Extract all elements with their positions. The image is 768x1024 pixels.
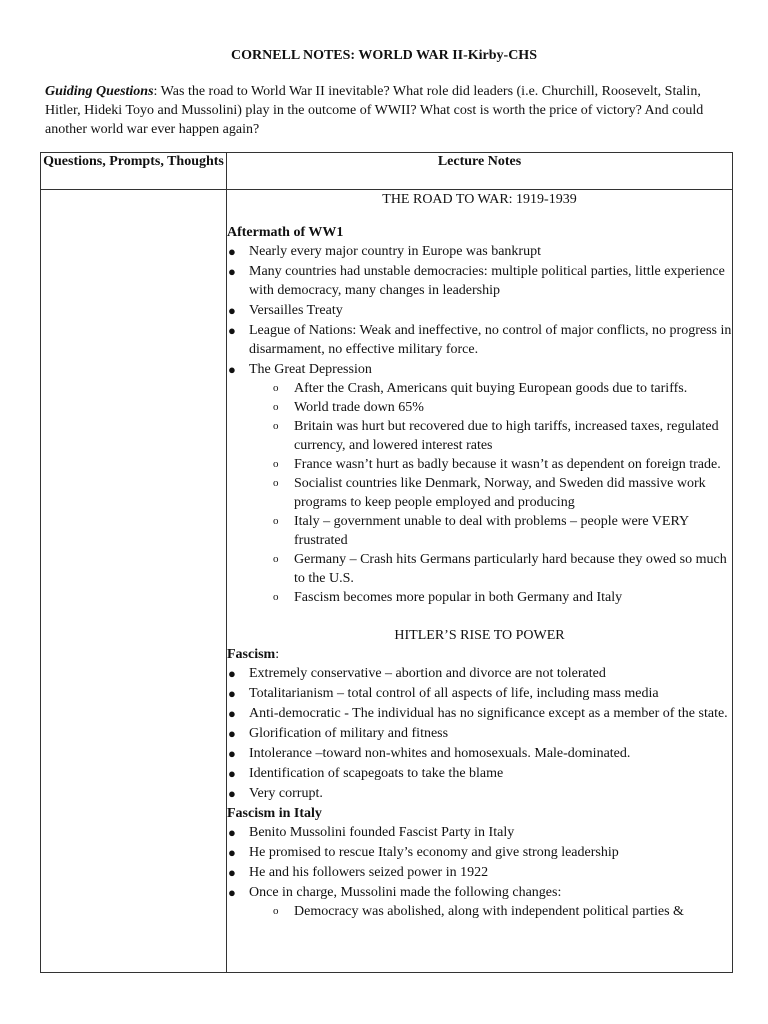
heading-fascism-in-italy: Fascism in Italy <box>227 806 322 821</box>
bullet-icon: ● <box>228 845 236 860</box>
document-title: CORNELL NOTES: WORLD WAR II-Kirby-CHS <box>231 48 537 63</box>
heading-aftermath-ww1: Aftermath of WW1 <box>227 225 344 240</box>
sub-list-item <box>249 512 732 550</box>
bullet-icon: ● <box>228 825 236 840</box>
list-item-text: Extremely conservative – abortion and divorce are not tolerated <box>249 666 606 681</box>
bullet-icon: ● <box>228 666 236 681</box>
sub-list-item <box>249 417 732 455</box>
mussolini-changes-sublist <box>227 902 732 921</box>
list-item <box>227 301 732 320</box>
sub-list-item <box>249 379 732 398</box>
sub-bullet-icon: o <box>273 458 279 470</box>
list-item <box>227 843 732 862</box>
sub-list-item <box>249 398 732 417</box>
sub-list-item <box>249 902 732 921</box>
sub-bullet-icon: o <box>273 420 279 432</box>
list-item <box>227 684 732 703</box>
cornell-notes-table <box>40 152 733 973</box>
body-row <box>41 190 733 973</box>
list-item <box>227 242 732 261</box>
bullet-icon: ● <box>228 885 236 900</box>
sub-list-item-text: Britain was hurt but recovered due to high tariffs, increased taxes, regulated currency, and lowered interest rates <box>294 419 719 453</box>
list-item <box>227 704 732 723</box>
list-item-text: Intolerance –toward non-whites and homosexuals. Male-dominated. <box>249 746 631 761</box>
list-item-text: Totalitarianism – total control of all aspects of life, including mass media <box>249 686 659 701</box>
lecture-notes-column-header: Lecture Notes <box>227 153 733 190</box>
fascism-list <box>227 664 732 803</box>
bullet-icon: ● <box>228 706 236 721</box>
fascism-italy-list <box>227 823 732 921</box>
sub-list-item-text: Germany – Crash hits Germans particularly hard because they owed so much to the U.S. <box>294 552 727 586</box>
bullet-icon: ● <box>228 726 236 741</box>
sub-list-item-text: After the Crash, Americans quit buying European goods due to tariffs. <box>294 381 688 396</box>
sub-bullet-icon: o <box>273 382 279 394</box>
sub-list-item-text: World trade down 65% <box>294 400 424 415</box>
list-item <box>227 863 732 882</box>
sub-list-item-text: France wasn’t hurt as badly because it wasn’t as dependent on foreign trade. <box>294 457 721 472</box>
bullet-icon: ● <box>228 786 236 801</box>
heading-fascism-line <box>227 645 732 664</box>
bullet-icon: ● <box>228 865 236 880</box>
list-item-text: Nearly every major country in Europe was bankrupt <box>249 244 541 259</box>
sub-list-item <box>249 588 732 607</box>
lecture-notes-content <box>227 190 732 972</box>
list-item <box>227 724 732 743</box>
list-item-text: Many countries had unstable democracies: multiple political parties, little experience with democracy, many changes in leadership <box>249 264 725 298</box>
great-depression-sublist <box>227 379 732 607</box>
heading-fascism-colon: : <box>275 647 280 662</box>
list-item-text: Anti-democratic - The individual has no significance except as a member of the state. <box>249 706 728 721</box>
list-item <box>227 823 732 842</box>
list-item <box>227 664 732 683</box>
list-item <box>227 262 732 300</box>
list-item-text: Versailles Treaty <box>249 303 343 318</box>
aftermath-list <box>227 242 732 607</box>
list-item <box>227 744 732 763</box>
bullet-icon: ● <box>228 766 236 781</box>
section-title-road-to-war: THE ROAD TO WAR: 1919-1939 <box>382 192 577 207</box>
list-item-text: He promised to rescue Italy’s economy and give strong leadership <box>249 845 619 860</box>
list-item <box>227 764 732 783</box>
sub-list-item-text: Socialist countries like Denmark, Norway, and Sweden did massive work programs to keep people employed and producing <box>294 476 706 510</box>
sub-list-item <box>249 474 732 512</box>
sub-list-item-text: Fascism becomes more popular in both Germany and Italy <box>294 590 623 605</box>
sub-bullet-icon: o <box>273 477 279 489</box>
bullet-icon: ● <box>228 303 236 318</box>
sub-bullet-icon: o <box>273 591 279 603</box>
bullet-icon: ● <box>228 323 236 338</box>
list-item <box>227 321 732 359</box>
list-item-text: Once in charge, Mussolini made the following changes: <box>249 885 562 900</box>
list-item-text: Glorification of military and fitness <box>249 726 449 741</box>
list-item <box>227 883 732 921</box>
questions-column-header: Questions, Prompts, Thoughts <box>41 153 227 190</box>
bullet-icon: ● <box>228 746 236 761</box>
sub-list-item-text: Democracy was abolished, along with independent political parties & <box>294 904 684 919</box>
guiding-questions-label: Guiding Questions <box>45 84 154 99</box>
sub-list-item <box>249 455 732 474</box>
guiding-questions-text: : Was the road to World War II inevitable? What role did leaders (i.e. Churchill, Roosevelt, Stalin, Hitler, Hideki Toyo and Mussolini) play in the outcome of WWII? What cost is worth the price of victory? And could another world war ever happen again? <box>45 84 704 137</box>
sub-bullet-icon: o <box>273 515 279 527</box>
sub-bullet-icon: o <box>273 905 279 917</box>
bullet-icon: ● <box>228 264 236 279</box>
questions-column <box>41 190 227 973</box>
lecture-notes-column <box>227 190 733 973</box>
list-item-text: Identification of scapegoats to take the blame <box>249 766 504 781</box>
sub-list-item-text: Italy – government unable to deal with problems – people were VERY frustrated <box>294 514 689 548</box>
list-item <box>227 360 732 607</box>
list-item-text: League of Nations: Weak and ineffective, no control of major conflicts, no progress in disarmament, no effective military force. <box>249 323 732 357</box>
bullet-icon: ● <box>228 362 236 377</box>
list-item-text: Benito Mussolini founded Fascist Party in Italy <box>249 825 515 840</box>
guiding-questions <box>45 82 735 139</box>
section-title-hitlers-rise: HITLER’S RISE TO POWER <box>394 628 565 643</box>
bullet-icon: ● <box>228 244 236 259</box>
header-row <box>41 153 733 190</box>
bullet-icon: ● <box>228 686 236 701</box>
sub-bullet-icon: o <box>273 553 279 565</box>
list-item <box>227 784 732 803</box>
list-item-text: Very corrupt. <box>249 786 323 801</box>
sub-bullet-icon: o <box>273 401 279 413</box>
list-item-text: He and his followers seized power in 1922 <box>249 865 489 880</box>
heading-fascism: Fascism <box>227 647 276 662</box>
sub-list-item <box>249 550 732 588</box>
list-item-text: The Great Depression <box>249 362 372 377</box>
